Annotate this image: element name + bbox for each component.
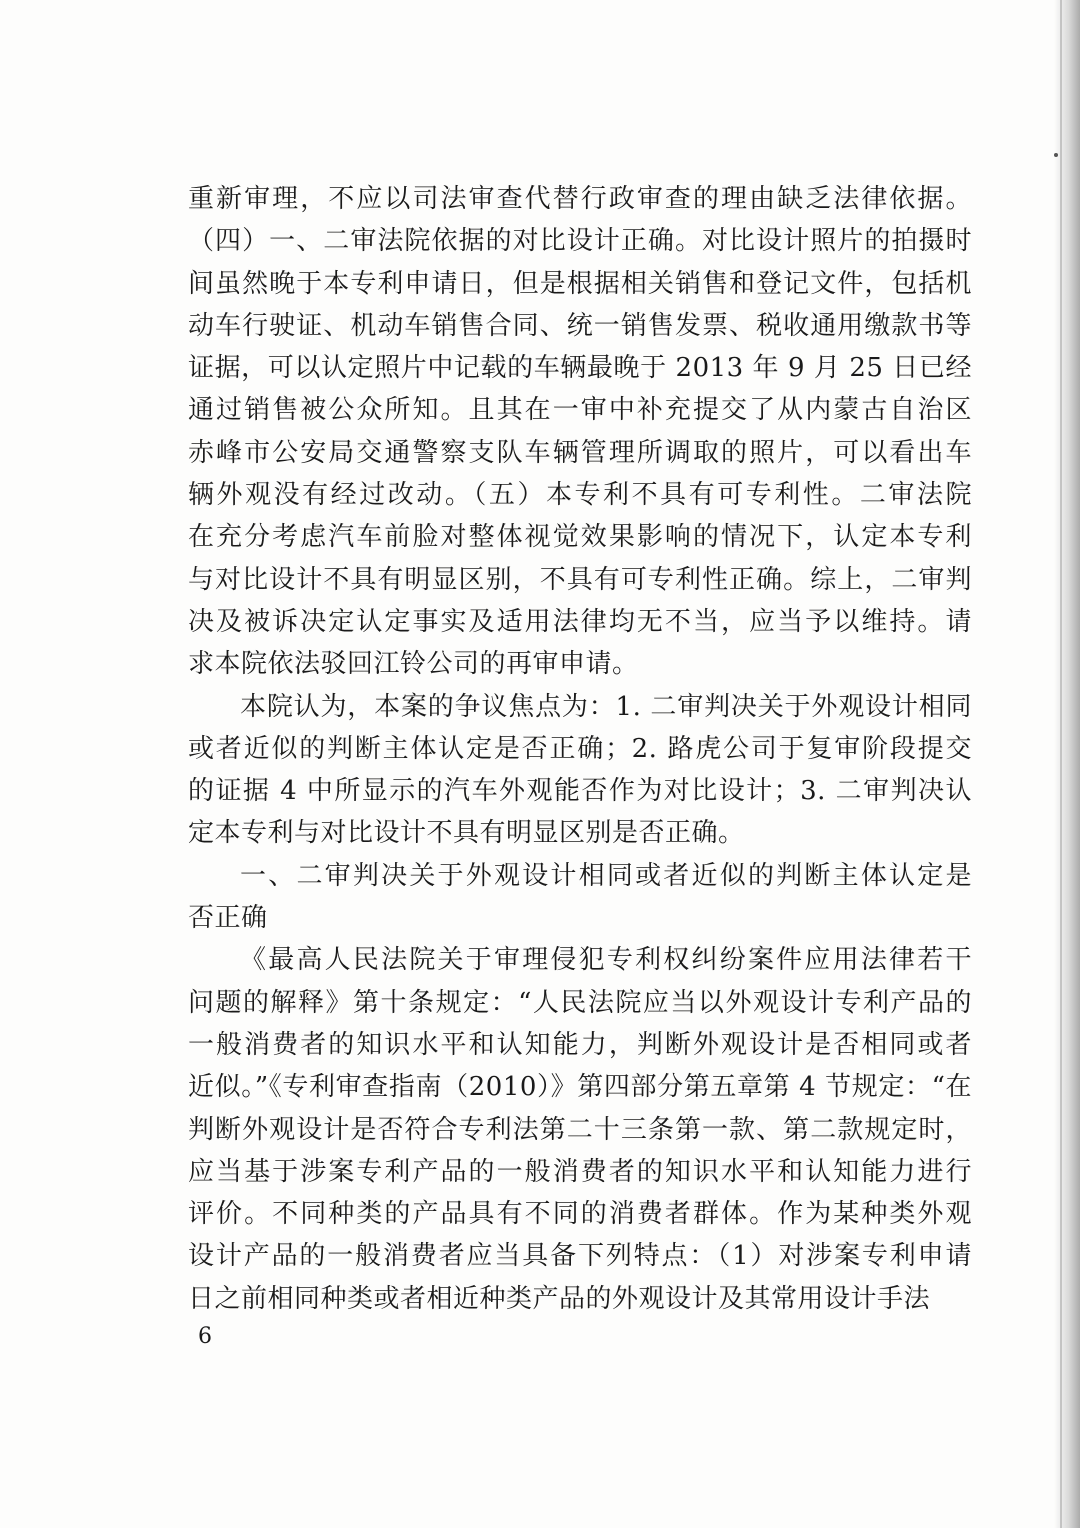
paragraph bbox=[188, 939, 972, 1320]
text-line: 动车行驶证、机动车销售合同、统一销售发票、税收通用缴款书等 bbox=[188, 310, 972, 341]
text-line: （四）一、二审法院依据的对比设计正确。对比设计照片的拍摄时 bbox=[188, 226, 972, 257]
text-line: 《最高人民法院关于审理侵犯专利权纠纷案件应用法律若干 bbox=[240, 945, 972, 976]
page-number: 6 bbox=[198, 1324, 212, 1349]
text-line: 评价。不同种类的产品具有不同的消费者群体。作为某种类外观 bbox=[188, 1199, 972, 1230]
text-line: 问题的解释》第十条规定：“人民法院应当以外观设计专利产品的 bbox=[188, 987, 972, 1018]
text-line: 应当基于涉案专利产品的一般消费者的知识水平和认知能力进行 bbox=[188, 1156, 972, 1187]
text-line: 日之前相同种类或者相近种类产品的外观设计及其常用设计手法 bbox=[188, 1283, 931, 1314]
text-line: 在充分考虑汽车前脸对整体视觉效果影响的情况下，认定本专利 bbox=[188, 522, 972, 553]
scan-edge-shadow bbox=[1054, 0, 1080, 1528]
text-line: 的证据 4 中所显示的汽车外观能否作为对比设计；3. 二审判决认 bbox=[188, 776, 972, 807]
text-line: 证据，可以认定照片中记载的车辆最晚于 2013 年 9 月 25 日已经 bbox=[188, 353, 972, 384]
text-line: 本院认为，本案的争议焦点为：1. 二审判决关于外观设计相同 bbox=[240, 691, 972, 722]
text-line: 判断外观设计是否符合专利法第二十三条第一款、第二款规定时， bbox=[188, 1114, 972, 1145]
paragraph bbox=[188, 686, 972, 855]
text-line: 设计产品的一般消费者应当具备下列特点：（1）对涉案专利申请 bbox=[188, 1241, 972, 1272]
text-line: 与对比设计不具有明显区别，不具有可专利性正确。综上，二审判 bbox=[188, 564, 972, 595]
scan-edge-line bbox=[1060, 0, 1062, 1528]
text-line: 一般消费者的知识水平和认知能力，判断外观设计是否相同或者 bbox=[188, 1029, 972, 1060]
text-line: 否正确 bbox=[188, 903, 268, 934]
text-line: 定本专利与对比设计不具有明显区别是否正确。 bbox=[188, 818, 745, 849]
body-text bbox=[188, 178, 972, 1320]
text-line: 或者近似的判断主体认定是否正确；2. 路虎公司于复审阶段提交 bbox=[188, 733, 972, 764]
text-line: 一、二审判决关于外观设计相同或者近似的判断主体认定是 bbox=[240, 860, 972, 891]
text-line: 求本院依法驳回江铃公司的再审申请。 bbox=[188, 649, 639, 680]
text-line: 辆外观没有经过改动。（五）本专利不具有可专利性。二审法院 bbox=[188, 480, 972, 511]
text-line: 近似。”《专利审查指南（2010）》第四部分第五章第 4 节规定：“在 bbox=[188, 1072, 972, 1103]
scan-speck bbox=[1054, 153, 1058, 157]
text-line: 通过销售被公众所知。且其在一审中补充提交了从内蒙古自治区 bbox=[188, 395, 972, 426]
text-line: 赤峰市公安局交通警察支队车辆管理所调取的照片，可以看出车 bbox=[188, 437, 972, 468]
paragraph bbox=[188, 178, 972, 686]
text-line: 决及被诉决定认定事实及适用法律均无不当，应当予以维持。请 bbox=[188, 606, 972, 637]
paragraph bbox=[188, 855, 972, 940]
text-line: 重新审理，不应以司法审查代替行政审查的理由缺乏法律依据。 bbox=[188, 184, 972, 214]
text-line: 间虽然晚于本专利申请日，但是根据相关销售和登记文件，包括机 bbox=[188, 268, 972, 299]
